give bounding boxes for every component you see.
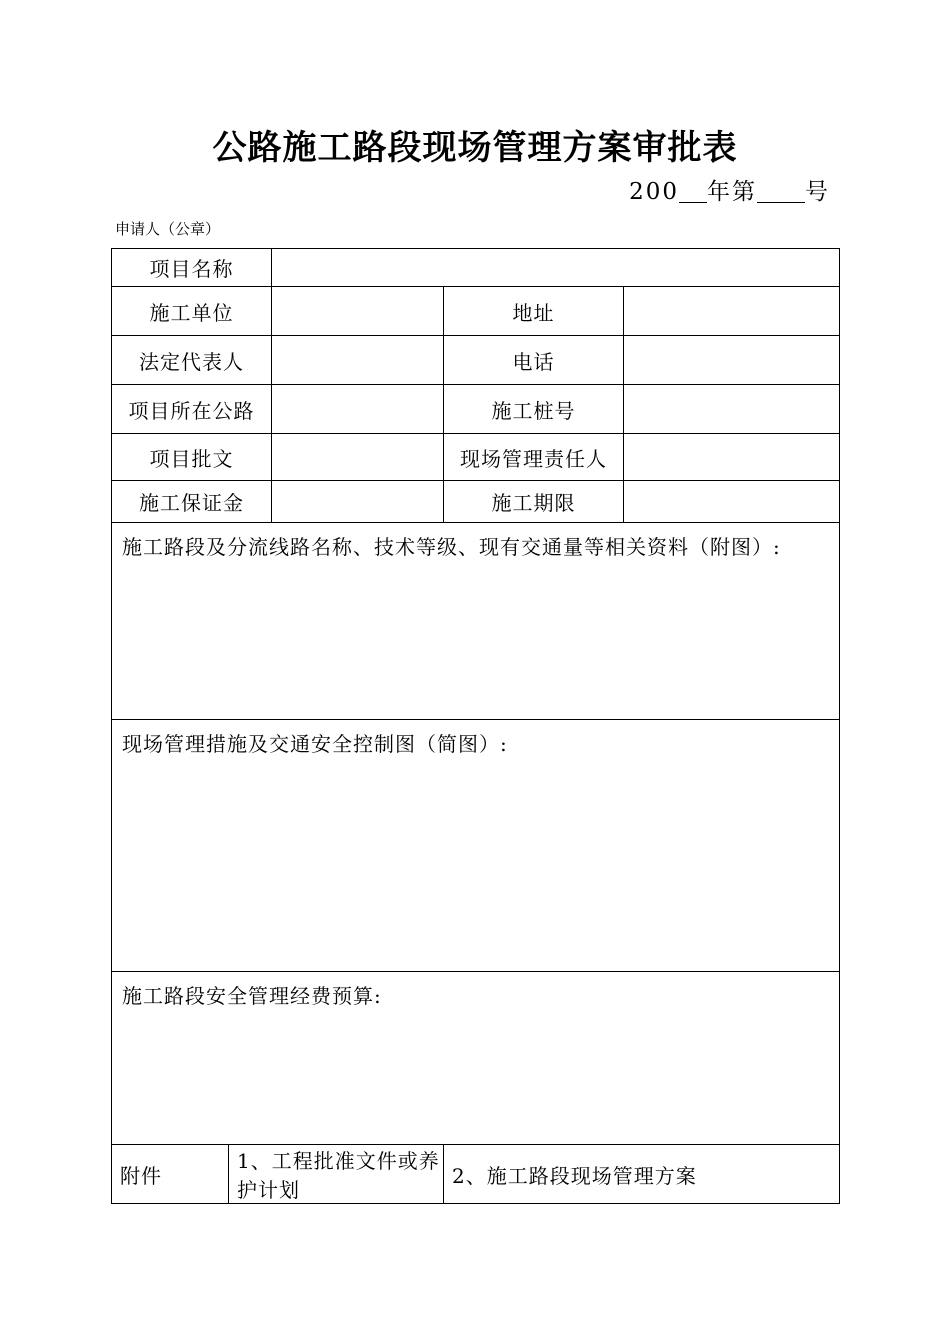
contractor-field[interactable] (272, 287, 444, 336)
table-row (112, 1145, 840, 1204)
legal-rep-label: 法定代表人 (112, 336, 272, 385)
road-field[interactable] (272, 385, 444, 434)
serial-number (629, 173, 830, 206)
address-field[interactable] (624, 287, 840, 336)
table-row (112, 249, 840, 287)
phone-field[interactable] (624, 336, 840, 385)
project-name-field[interactable] (272, 249, 840, 287)
number-blank[interactable] (757, 180, 805, 203)
page-title: 公路施工路段现场管理方案审批表 (212, 128, 738, 168)
table-row (112, 287, 840, 336)
period-label: 施工期限 (444, 481, 624, 523)
table-row (112, 336, 840, 385)
year-blank[interactable] (679, 180, 707, 203)
site-manager-label: 现场管理责任人 (444, 434, 624, 481)
attachment-item-2: 2、施工路段现场管理方案 (444, 1145, 840, 1204)
legal-rep-field[interactable] (272, 336, 444, 385)
approval-doc-field[interactable] (272, 434, 444, 481)
approval-form-table (111, 248, 840, 1204)
address-label: 地址 (444, 287, 624, 336)
table-row (112, 385, 840, 434)
table-row (112, 720, 840, 972)
approval-doc-label: 项目批文 (112, 434, 272, 481)
road-label: 项目所在公路 (112, 385, 272, 434)
table-row (112, 481, 840, 523)
period-field[interactable] (624, 481, 840, 523)
applicant-label: 申请人（公章） (115, 220, 221, 238)
year-suffix: 年第 (707, 179, 757, 205)
stake-label: 施工桩号 (444, 385, 624, 434)
table-row (112, 523, 840, 720)
year-prefix: 200 (629, 179, 679, 205)
site-manager-field[interactable] (624, 434, 840, 481)
budget-section[interactable]: 施工路段安全管理经费预算: (112, 972, 840, 1145)
site-measures-section[interactable]: 现场管理措施及交通安全控制图（简图）: (112, 720, 840, 972)
deposit-field[interactable] (272, 481, 444, 523)
road-info-section[interactable]: 施工路段及分流线路名称、技术等级、现有交通量等相关资料（附图）: (112, 523, 840, 720)
number-suffix: 号 (805, 179, 830, 205)
project-name-label: 项目名称 (112, 249, 272, 287)
deposit-label: 施工保证金 (112, 481, 272, 523)
stake-field[interactable] (624, 385, 840, 434)
table-row (112, 434, 840, 481)
contractor-label: 施工单位 (112, 287, 272, 336)
phone-label: 电话 (444, 336, 624, 385)
attachment-item-1: 1、工程批准文件或养护计划 (229, 1145, 444, 1204)
table-row (112, 972, 840, 1145)
attachments-label: 附件 (112, 1145, 229, 1204)
